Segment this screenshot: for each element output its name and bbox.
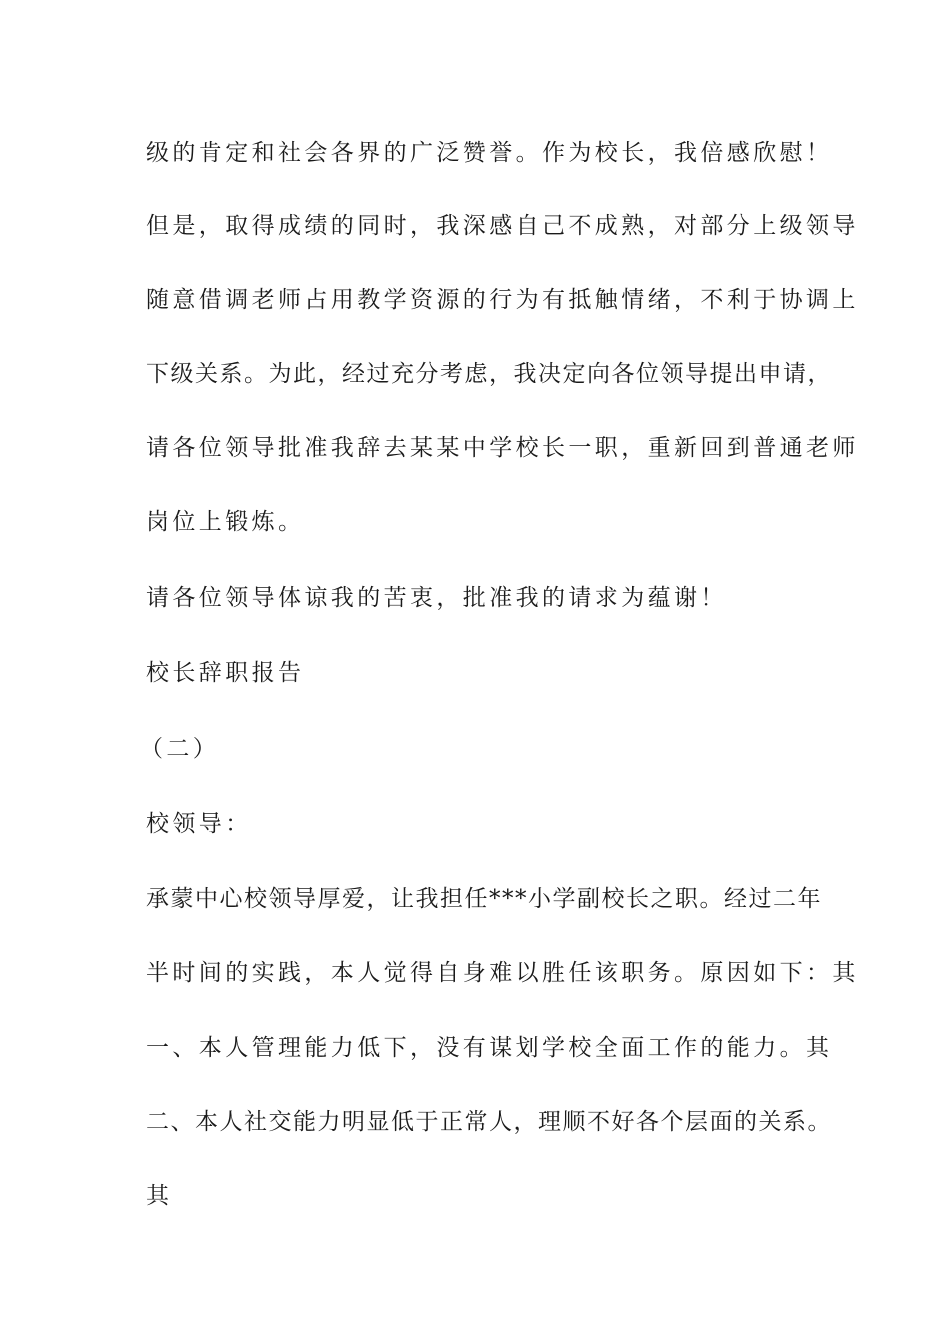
paragraph-line: 承蒙中心校领导厚爱，让我担任***小学副校长之职。经过二年 (146, 886, 822, 912)
salutation: 校领导： (146, 811, 252, 837)
paragraph-line: 一、本人管理能力低下，没有谋划学校全面工作的能力。其 (146, 1035, 833, 1061)
paragraph-line: 其 (146, 1183, 173, 1209)
paragraph-line: 随意借调老师占用教学资源的行为有抵触情绪，不利于协调上 (146, 287, 859, 313)
section-title: 校长辞职报告 (146, 660, 305, 686)
paragraph-line: 但是，取得成绩的同时，我深感自己不成熟，对部分上级领导 (146, 213, 859, 239)
paragraph-line: 半时间的实践，本人觉得自身难以胜任该职务。原因如下：其 (146, 960, 859, 986)
paragraph-line: 请各位领导批准我辞去某某中学校长一职，重新回到普通老师 (146, 435, 859, 461)
paragraph-line: 下级关系。为此，经过充分考虑，我决定向各位领导提出申请， (146, 361, 832, 387)
section-number: （二） (140, 736, 220, 762)
paragraph-line: 请各位领导体谅我的苦衷，批准我的请求为蕴谢！ (146, 585, 727, 611)
paragraph-line: 级的肯定和社会各界的广泛赞誉。作为校长，我倍感欣慰！ (146, 140, 833, 166)
paragraph-line: 二、本人社交能力明显低于正常人，理顺不好各个层面的关系。 (146, 1109, 832, 1135)
paragraph-line: 岗位上锻炼。 (146, 509, 305, 535)
